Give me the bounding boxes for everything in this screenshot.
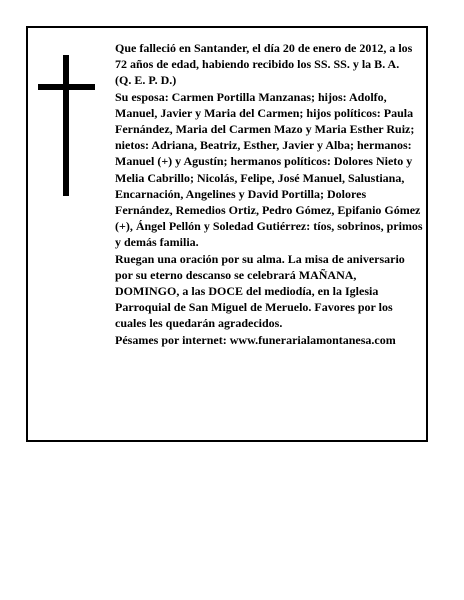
condolences-line: Pésames por internet: www.funerarialamontanesa.com bbox=[115, 332, 396, 347]
cross-horizontal-bar bbox=[38, 84, 95, 90]
mass-paragraph: Ruegan una oración por su alma. La misa de aniversario por su eterno descanso se celebrará MAÑANA, DOMINGO, a las DOCE del mediodía, en la Iglesia Parroquial de San Miguel de Meruelo. Favores por los cuales les quedarán agradecidos. bbox=[115, 251, 405, 331]
qepd-line: (Q. E. P. D.) bbox=[115, 73, 177, 88]
obituary-text bbox=[115, 40, 423, 348]
family-paragraph: Su esposa: Carmen Portilla Manzanas; hijos: Adolfo, Manuel, Javier y Maria del Carmen; hijos políticos: Paula Fernández, Maria del Carmen Mazo y Maria Esther Ruiz; nietos: Adriana, Beatriz, Esther, Javier y Alba; hermanos: Manuel (+) y Agustín; hermanos políticos: Dolores Nieto y Melia Cabrillo; Nicolás, Felipe, José Manuel, Salustiana, Encarnación, Angelines y David Portilla; Dolores Fernández, Remedios Ortiz, Pedro Gómez, Epifanio Gómez (+), Ángel Pellón y Soledad Gutiérrez: tíos, sobrinos, primos y demás familia. bbox=[115, 89, 423, 250]
death-notice-paragraph: Que falleció en Santander, el día 20 de enero de 2012, a los 72 años de edad, habiendo recibido los SS. SS. y la B. A. bbox=[115, 41, 413, 72]
cross-vertical-bar bbox=[63, 55, 69, 196]
